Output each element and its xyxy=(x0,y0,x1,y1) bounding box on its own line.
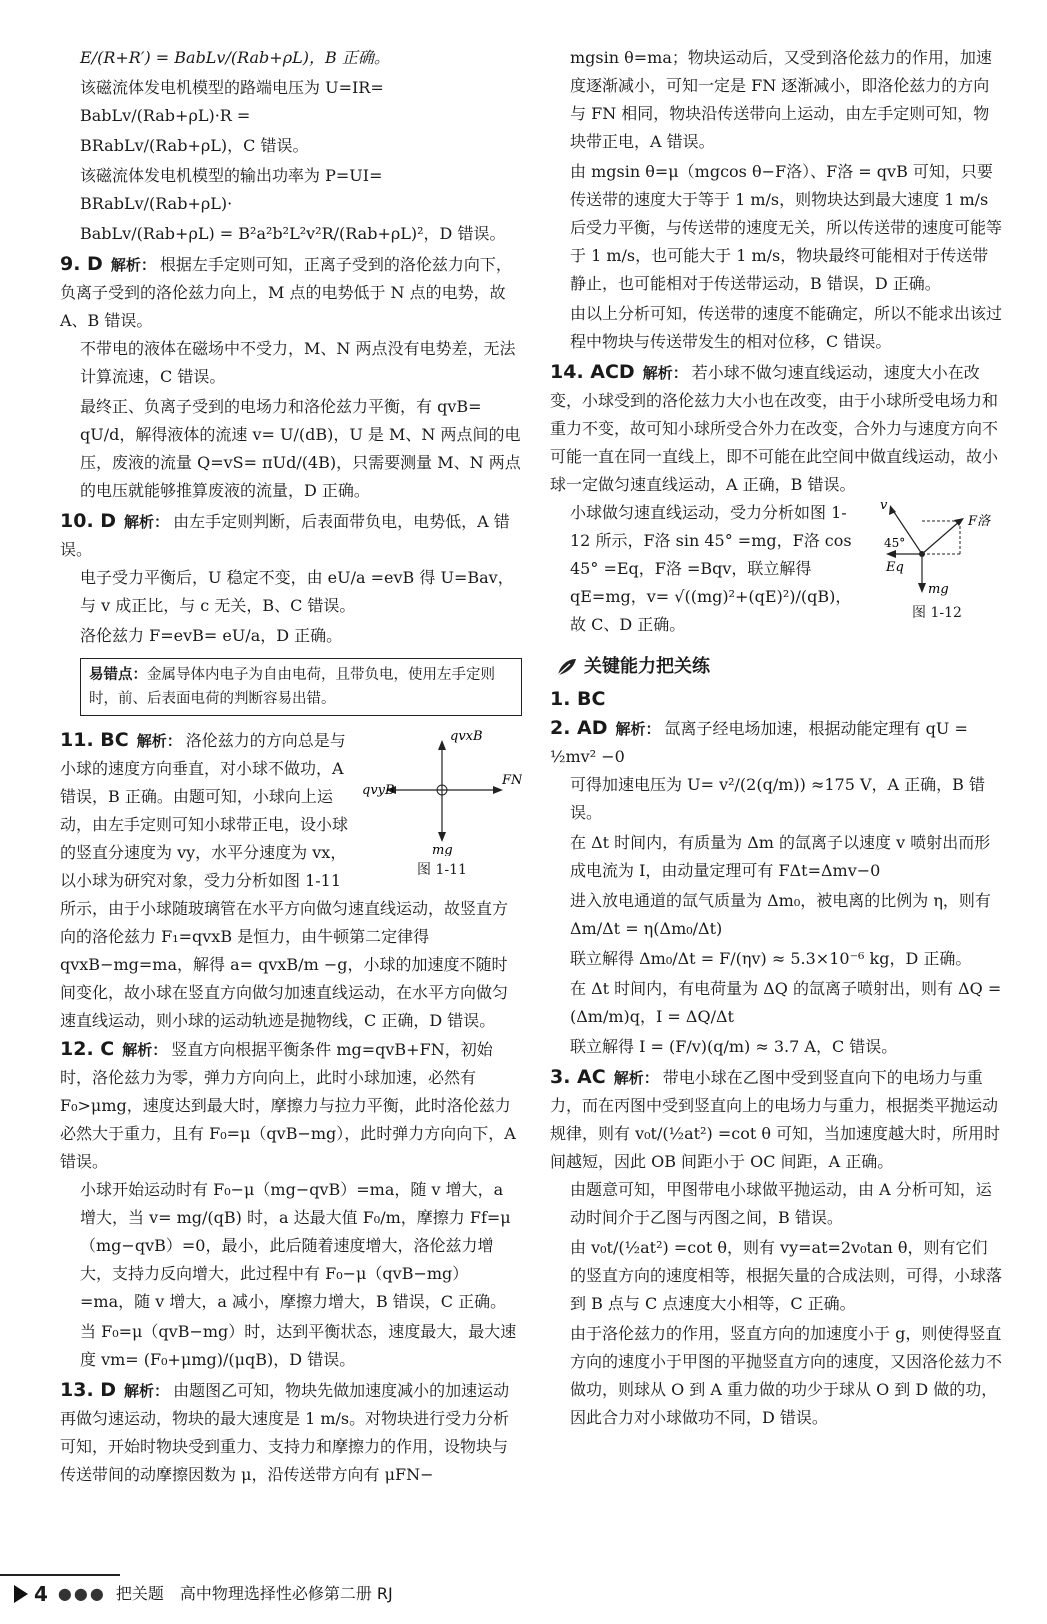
answer-text: 不带电的液体在磁场中不受力，M、N 两点没有电势差，无法计算流速，C 错误。 xyxy=(80,339,516,386)
right-column xyxy=(550,44,1003,1434)
footer-rule xyxy=(0,1574,120,1576)
force-label-right: FN xyxy=(502,773,522,788)
answer-text: 进入放电通道的氙气质量为 Δm₀，被电离的比例为 η，则有 Δm/Δt = η(Δm₀/Δt) xyxy=(570,891,991,938)
answer-text: BRabLv/(Rab+ρL)，C 错误。 xyxy=(80,136,309,155)
electric-force-label: Eq xyxy=(886,560,904,575)
left-column xyxy=(60,44,522,1489)
force-label-top: qvxB xyxy=(450,729,483,744)
figure-caption: 图 1-12 xyxy=(912,605,962,621)
answer-text: 带电小球在乙图中受到竖直向下的电场力与重力，而在丙图中受到竖直向上的电场力与重力，根据类平抛运动规律，则有 v₀t/(½at²) =cot θ 可知，当加速度越大时，所用时间越短，因此 OB 间距小于 OC 间距，A 正确。 xyxy=(550,1068,1001,1171)
footer-title: 把关题 高中物理选择性必修第二册 RJ xyxy=(115,1584,393,1603)
analysis-label: 解析： xyxy=(613,1069,659,1087)
common-mistake-box xyxy=(80,658,522,716)
question-number: 3. AC xyxy=(550,1066,606,1088)
answer-text: 该磁流体发电机模型的输出功率为 P=UI= BRabLv/(Rab+ρL)· xyxy=(80,166,383,213)
analysis-label: 解析： xyxy=(136,732,182,750)
answer-text: 在 Δt 时间内，有质量为 Δm 的氙离子以速度 v 喷射出而形成电流为 I，由动量定理可有 FΔt=Δmv−0 xyxy=(570,833,991,880)
answer-text: 若小球不做匀速直线运动，速度大小在改变，小球受到的洛伦兹力大小也在改变，由于小球所受电场力和重力不变，故可知小球所受合外力在改变，合外力与速度方向不可能一直在同一直线上，即不可能在此空间中做直线运动，故小球一定做匀速直线运动，A 正确，B 错误。 xyxy=(550,363,999,494)
answer-text: 由以上分析可知，传送带的速度不能确定，所以不能求出该过程中物块与传送带发生的相对位移，C 错误。 xyxy=(570,304,1003,351)
answer-text: mgsin θ=ma；物块运动后，又受到洛伦兹力的作用，加速度逐渐减小，可知一定是 FN 逐渐减小，即洛伦兹力的方向与 FN 相同，物块沿传送带向上运动，由左手定则可知，物块带正电，A 错误。 xyxy=(570,48,992,151)
force-diagram xyxy=(872,499,1002,599)
page-footer xyxy=(14,1580,393,1608)
figure-1-12 xyxy=(872,499,1002,627)
analysis-label: 解析： xyxy=(642,364,688,382)
analysis-label: 解析： xyxy=(615,720,661,738)
lorentz-force-label: F洛 xyxy=(968,514,991,529)
question-11 xyxy=(60,726,522,1035)
tip-text: 金属导体内电子为自由电荷，且带负电，使用左手定则时，前、后表面电荷的判断容易出错。 xyxy=(89,667,495,707)
force-label-left: qvyB xyxy=(362,783,395,798)
answer-text: 由题意可知，甲图带电小球做平抛运动，由 A 分析可知，运动时间介于乙图与丙图之间，B 错误。 xyxy=(570,1180,992,1227)
question-10 xyxy=(60,507,522,564)
figure-1-11 xyxy=(362,726,522,884)
question-number: 13. D xyxy=(60,1379,117,1401)
question-number: 9. D xyxy=(60,253,103,275)
question-number: 14. ACD xyxy=(550,361,635,383)
question-9 xyxy=(60,250,522,335)
answer-text: 氙离子经电场加速，根据动能定理有 qU = ½mv² −0 xyxy=(550,719,968,766)
key-question-2 xyxy=(550,714,1002,771)
question-number: 10. D xyxy=(60,510,117,532)
gravity-label: mg xyxy=(928,582,949,597)
answer-text: 竖直方向根据平衡条件 mg=qvB+FN，初始时，洛伦兹力为零，弹力方向向上，此时小球加速，必然有 F₀>μmg，速度达到最大时，摩擦力与拉力平衡，此时洛伦兹力必然大于重力，且有 F₀=μ（qvB−mg），此时弹力方向向下，A 错误。 xyxy=(60,1040,516,1171)
force-diagram xyxy=(362,726,522,856)
answer-text: 在 Δt 时间内，有电荷量为 ΔQ 的氙离子喷射出，则有 ΔQ = (Δm/m)q，I = ΔQ/Δt xyxy=(570,979,1002,1026)
answer-text: 由题图乙可知，物块先做加速度减小的加速运动再做匀速运动，物块的最大速度是 1 m/s。对物块进行受力分析可知，开始时物块受到重力、支持力和摩擦力的作用，设物块与传送带间的动摩擦因数为 μ，沿传送带方向有 μFN− xyxy=(60,1381,510,1484)
figure-caption: 图 1-11 xyxy=(417,862,467,878)
key-question-1 xyxy=(550,685,1002,714)
question-number: 2. AD xyxy=(550,717,608,739)
question-number: 12. C xyxy=(60,1038,115,1060)
triangle-marker-icon xyxy=(14,1585,28,1603)
question-13 xyxy=(60,1376,522,1489)
answer-text: 电子受力平衡后，U 稳定不变，由 eU/a =evB 得 U=Bav，与 v 成正比，与 c 无关，B、C 错误。 xyxy=(80,568,514,615)
answer-text: 洛伦兹力的方向总是与小球的速度方向垂直，对小球不做功，A 错误，B 正确。由题可知，小球向上运动，由左手定则可知小球带正电，设小球的竖直分速度为 vy，水平分速度为 vx，以小球为研究对象，受力分析如图 1-11 所示，由于小球随玻璃管在水平方向做匀速直线运动，故竖直方向的洛伦兹力 F₁=qvxB 是恒力，由牛顿第二定律得 qvxB−mg=ma，解得 a= qvxB/m −g，小球的加速度不随时间变化，故小球在竖直方向做匀加速直线运动，在水平方向做匀速直线运动，则小球的运动轨迹是抛物线，C 正确，D 错误。 xyxy=(60,731,509,1030)
answer-text: 小球做匀速直线运动，受力分析如图 1-12 所示，F洛 sin 45° =mg，F洛 cos 45° =Eq，F洛 =Bqv，联立解得 qE=mg，v= √((mg)²+(qE)²)/(qB)，故 C、D 正确。 xyxy=(570,503,852,634)
answer-text: 由于洛伦兹力的作用，竖直方向的加速度小于 g，则使得竖直方向的速度小于甲图的平抛竖直方向的速度，又因洛伦兹力不做功，则球从 O 到 A 重力做的功少于球从 O 到 D 做的功，因此合力对小球做功不同，D 错误。 xyxy=(570,1324,1003,1427)
answer-text: 该磁流体发电机模型的路端电压为 U=IR= BabLv/(Rab+ρL)·R = xyxy=(80,78,384,125)
answer-text: 小球开始运动时有 F₀−μ（mg−qvB）=ma，随 v 增大，a 增大，当 v= mg/(qB) 时，a 达最大值 F₀/m，摩擦力 Ff=μ（mg−qvB）=0，最小，此后随着速度增大，洛伦兹力增大，支持力反向增大，此过程中有 F₀−μ（qvB−mg）=ma，随 v 增大，a 减小，摩擦力增大，B 错误，C 正确。 xyxy=(80,1180,511,1311)
answer-text: 由 v₀t/(½at²) =cot θ，则有 vy=at=2v₀tan θ，则有它们的竖直方向的速度相等，根据矢量的合成法则，可得，小球落到 B 点与 C 点速度大小相等，C 正确。 xyxy=(570,1238,1003,1313)
section-title: 关键能力把关练 xyxy=(584,656,710,677)
question-number: 11. BC xyxy=(60,729,129,751)
question-12 xyxy=(60,1035,522,1176)
analysis-label: 解析： xyxy=(122,1041,168,1059)
tip-label: 易错点： xyxy=(89,667,147,683)
page-number: 4 xyxy=(34,1582,48,1606)
key-question-3 xyxy=(550,1063,1002,1176)
answer-text: 由 mgsin θ=μ（mgcos θ−F洛）、F洛 = qvB 可知，只要传送带的速度大于等于 1 m/s，则物块达到最大速度 1 m/s 后受力平衡，与传送带的速度无关，所以传送带的速度可能等于 1 m/s，也可能大于 1 m/s，物块最终可能相对于传送带静止，也可能相对于传送带运动，B 错误，D 正确。 xyxy=(570,162,1003,293)
question-number: 1. BC xyxy=(550,688,606,710)
answer-text: 联立解得 Δm₀/Δt = F/(ηv) ≈ 5.3×10⁻⁶ kg，D 正确。 xyxy=(570,949,972,968)
answer-text: 由左手定则判断，后表面带负电，电势低，A 错误。 xyxy=(60,512,510,559)
answer-text: 根据左手定则可知，正离子受到的洛伦兹力向下，负离子受到的洛伦兹力向上，M 点的电势低于 N 点的电势，故 A、B 错误。 xyxy=(60,255,512,330)
answer-text: 联立解得 I = (F/v)(q/m) ≈ 3.7 A，C 错误。 xyxy=(570,1037,898,1056)
analysis-label: 解析： xyxy=(124,513,170,531)
answer-text: 最终正、负离子受到的电场力和洛伦兹力平衡，有 qvB= qU/d，解得液体的流速 v= U/(dB)，U 是 M、N 两点间的电压，废液的流量 Q=vS= πUd/(4B)，只需要测量 M、N 两点的电压就能够推算废液的流量，D 正确。 xyxy=(80,397,521,500)
angle-label: 45° xyxy=(884,536,906,550)
answer-text: BabLv/(Rab+ρL) = B²a²b²L²v²R/(Rab+ρL)²，D 错误。 xyxy=(80,224,506,243)
answer-text: E/(R+R′) = BabLv/(Rab+ρL)，B 正确。 xyxy=(80,48,390,67)
question-14 xyxy=(550,358,1002,499)
answer-text: 可得加速电压为 U= v²/(2(q/m)) ≈175 V，A 正确，B 错误。 xyxy=(570,775,986,822)
section-heading xyxy=(556,653,1002,681)
analysis-label: 解析： xyxy=(110,256,156,274)
leaf-icon xyxy=(556,657,578,677)
question-14-part-b xyxy=(570,499,1002,639)
answer-text: 洛伦兹力 F=evB= eU/a，D 正确。 xyxy=(80,626,343,645)
force-label-bottom: mg xyxy=(432,843,453,856)
velocity-label: v xyxy=(880,499,888,513)
footer-dots: ●●● xyxy=(57,1584,106,1603)
analysis-label: 解析： xyxy=(124,1382,170,1400)
answer-text: 当 F₀=μ（qvB−mg）时，达到平衡状态，速度最大，最大速度 vm= (F₀+μmg)/(μqB)，D 错误。 xyxy=(80,1322,517,1369)
